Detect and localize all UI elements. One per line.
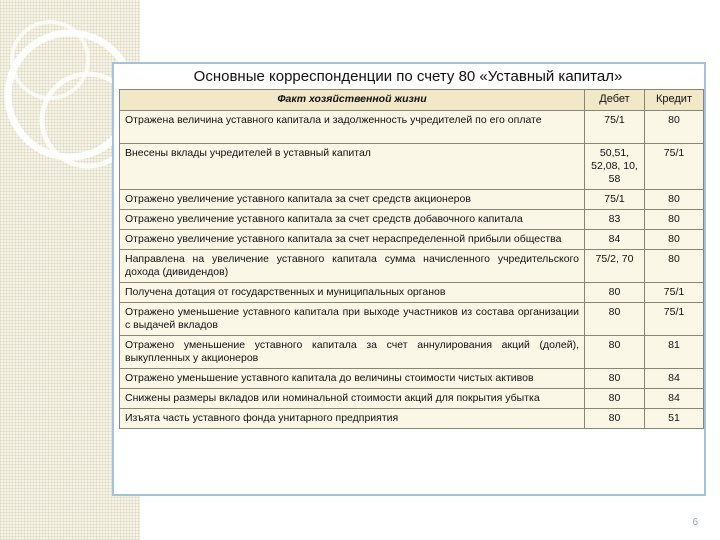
row-debit: 75/1 <box>585 111 645 144</box>
row-debit: 83 <box>585 210 645 230</box>
page-title: Основные корреспонденции по счету 80 «Уставный капитал» <box>193 68 623 85</box>
header-fact: Факт хозяйственной жизни <box>120 90 585 111</box>
row-credit: 75/1 <box>645 283 704 303</box>
table-row <box>120 336 704 369</box>
row-debit: 50,51, 52,08, 10, 58 <box>585 144 645 190</box>
table-row <box>120 111 704 144</box>
page-number: 6 <box>692 517 698 528</box>
table-row <box>120 283 704 303</box>
row-debit: 80 <box>585 336 645 369</box>
row-credit: 80 <box>645 190 704 210</box>
row-credit: 51 <box>645 409 704 429</box>
row-description: Внесены вклады учредителей в уставный капитал <box>120 144 585 190</box>
row-description: Отражено увеличение уставного капитала за счет средств добавочного капитала <box>120 210 585 230</box>
table-row <box>120 369 704 389</box>
row-debit: 80 <box>585 369 645 389</box>
row-debit: 80 <box>585 389 645 409</box>
row-credit: 80 <box>645 230 704 250</box>
row-credit: 80 <box>645 210 704 230</box>
row-description: Отражено увеличение уставного капитала за счет средств акционеров <box>120 190 585 210</box>
row-description: Отражено уменьшение уставного капитала при выходе участников из состава организации с выдачей вкладов <box>120 303 585 336</box>
table-row <box>120 409 704 429</box>
row-debit: 80 <box>585 409 645 429</box>
row-debit: 75/1 <box>585 190 645 210</box>
row-description: Отражена величина уставного капитала и задолженность учредителей по его оплате <box>120 111 585 144</box>
table-row <box>120 230 704 250</box>
row-credit: 75/1 <box>645 144 704 190</box>
row-credit: 84 <box>645 369 704 389</box>
table-row <box>120 210 704 230</box>
row-description: Отражено уменьшение уставного капитала за счет аннулирования акций (долей), выкупленных у акционеров <box>120 336 585 369</box>
row-description: Отражено увеличение уставного капитала за счет нераспределенной прибыли общества <box>120 230 585 250</box>
table-header-row <box>120 90 704 111</box>
row-credit: 81 <box>645 336 704 369</box>
row-debit: 80 <box>585 283 645 303</box>
table-row <box>120 250 704 283</box>
row-description: Отражено уменьшение уставного капитала до величины стоимости чистых активов <box>120 369 585 389</box>
row-credit: 80 <box>645 111 704 144</box>
correspondence-table <box>119 89 704 429</box>
row-description: Направлена на увеличение уставного капитала сумма начисленного учредительского дохода (дивидендов) <box>120 250 585 283</box>
table-row <box>120 389 704 409</box>
header-credit: Кредит <box>645 90 704 111</box>
row-description: Снижены размеры вкладов или номинальной стоимости акций для покрытия убытка <box>120 389 585 409</box>
row-description: Получена дотация от государственных и муниципальных органов <box>120 283 585 303</box>
row-description: Изъята часть уставного фонда унитарного предприятия <box>120 409 585 429</box>
table-row <box>120 144 704 190</box>
row-debit: 80 <box>585 303 645 336</box>
row-credit: 80 <box>645 250 704 283</box>
row-credit: 75/1 <box>645 303 704 336</box>
row-credit: 84 <box>645 389 704 409</box>
row-debit: 84 <box>585 230 645 250</box>
row-debit: 75/2, 70 <box>585 250 645 283</box>
table-row <box>120 190 704 210</box>
header-debit: Дебет <box>585 90 645 111</box>
table-row <box>120 303 704 336</box>
